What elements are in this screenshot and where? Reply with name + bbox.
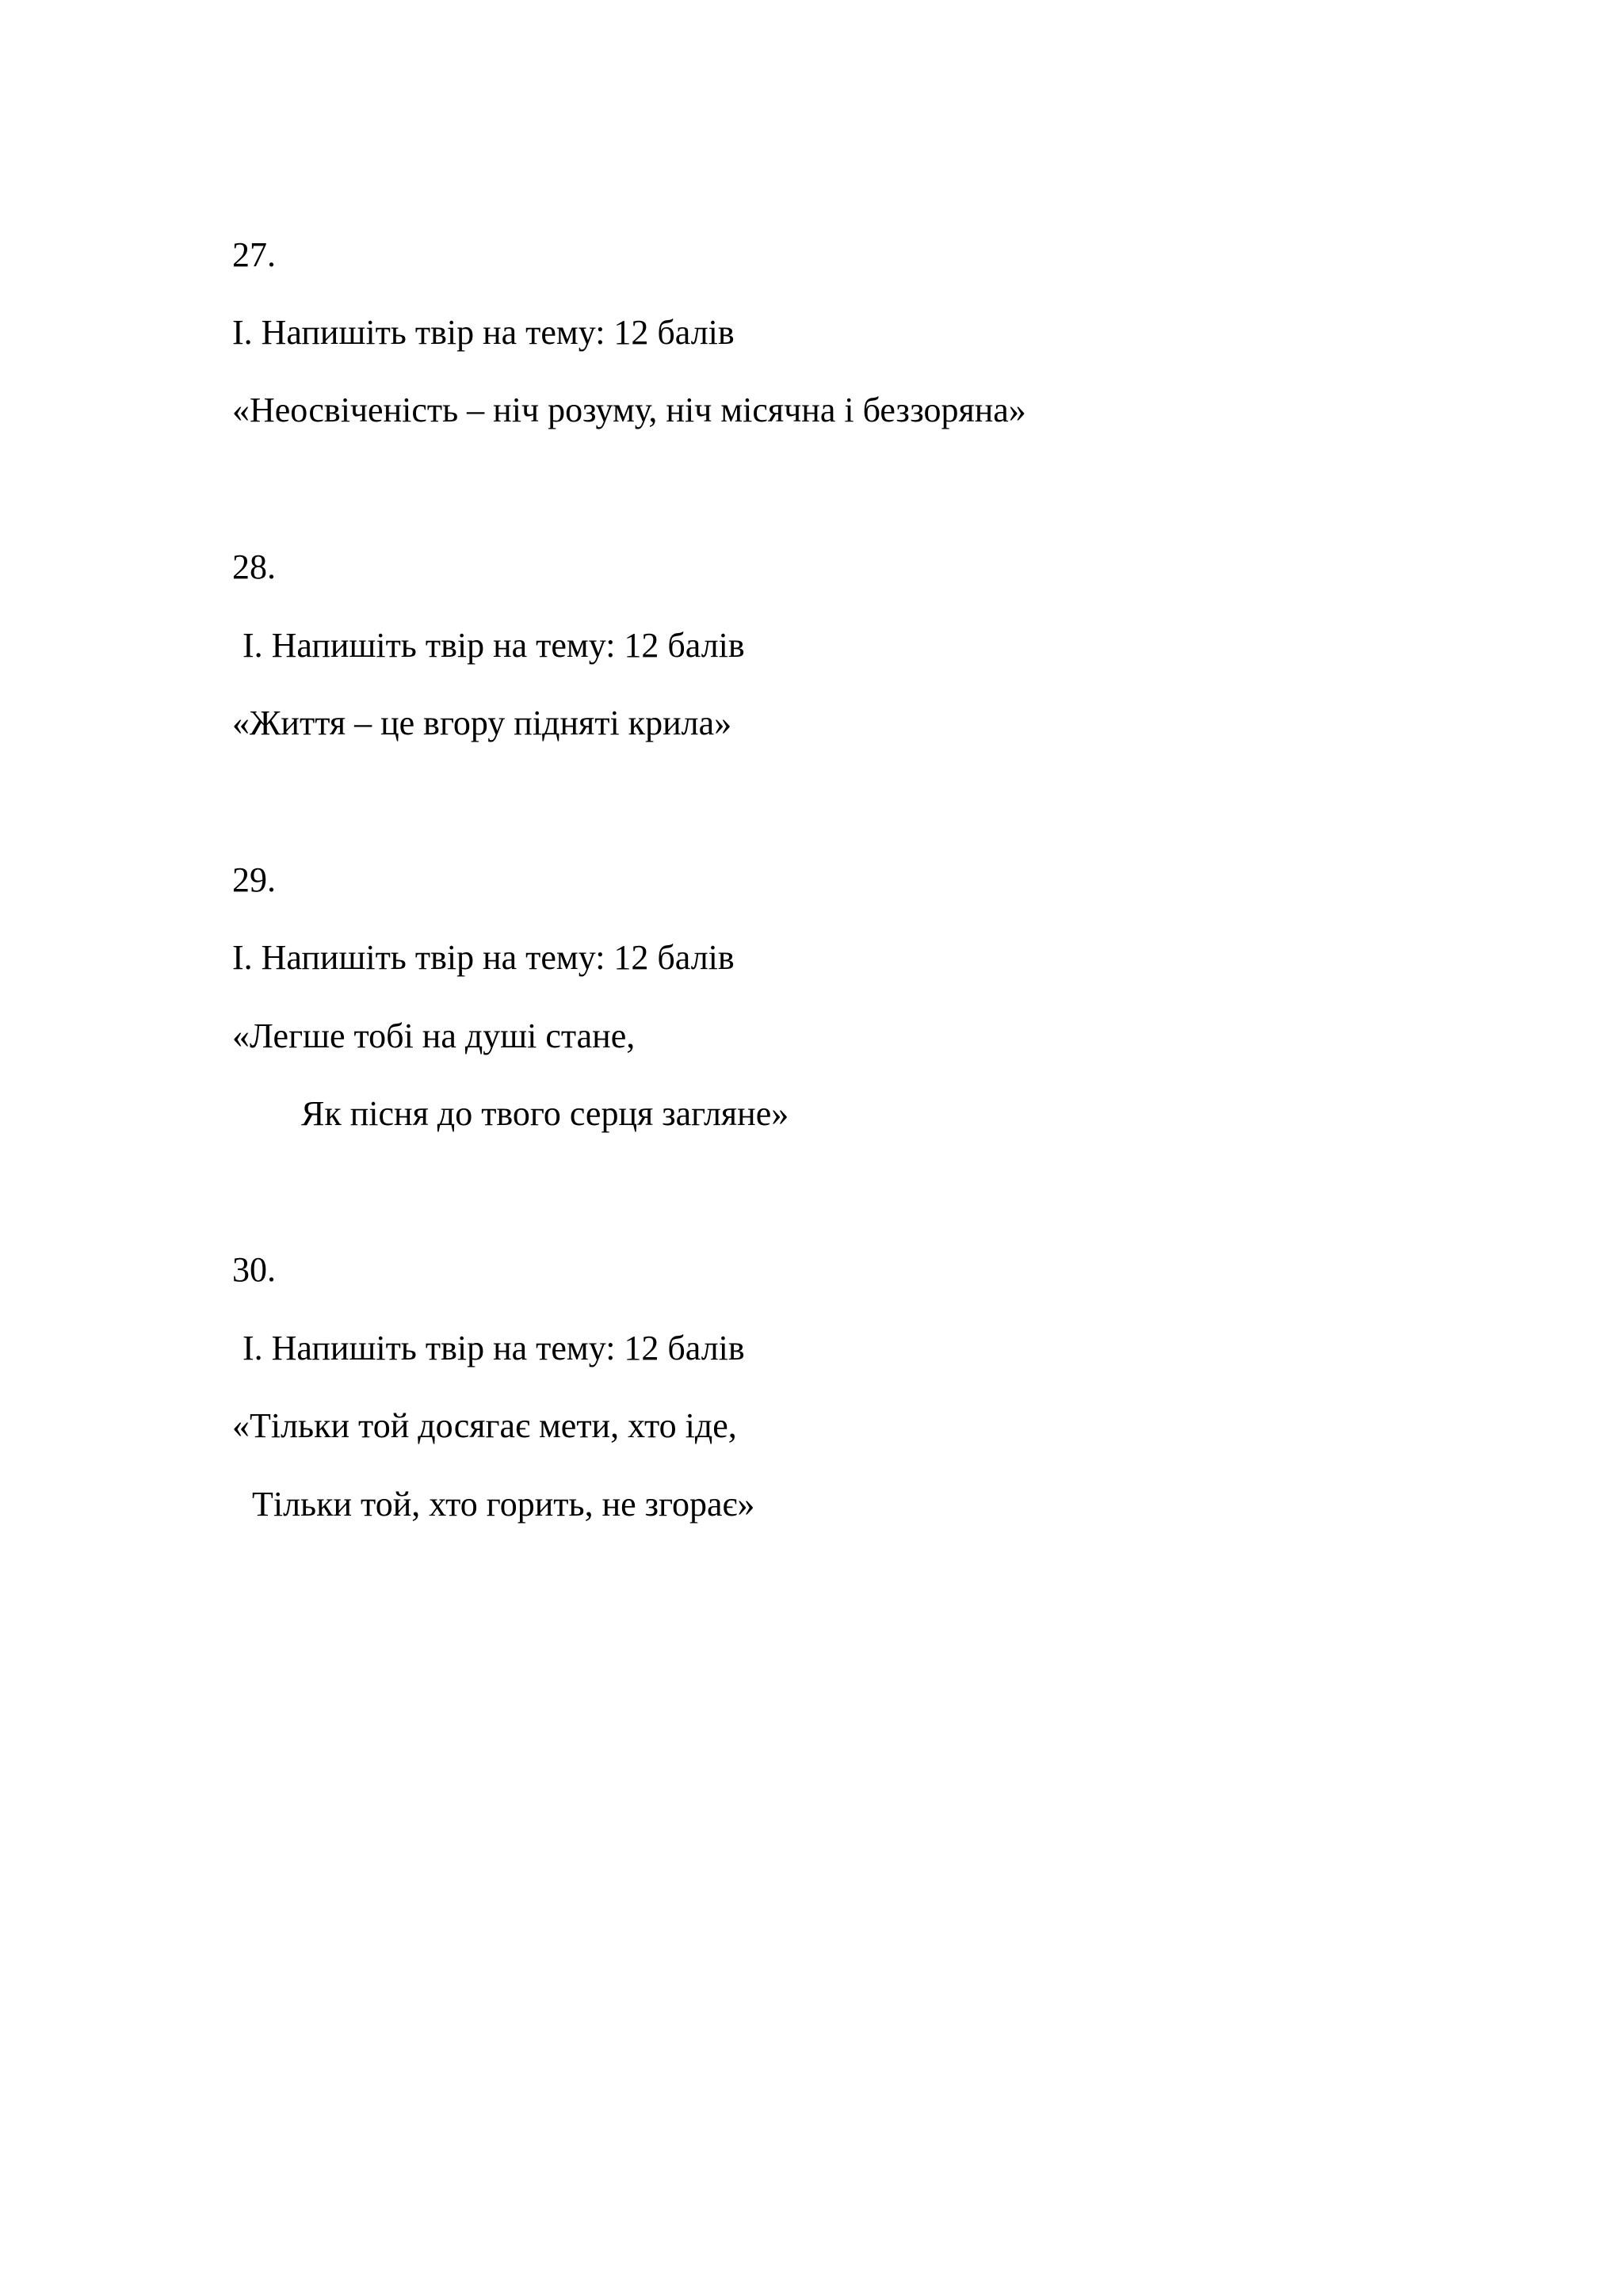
task-number: 28.	[232, 547, 276, 586]
task-instruction: І. Напишіть твір на тему: 12 балів	[242, 626, 745, 665]
task-number: 30.	[232, 1250, 276, 1289]
task-quote-line: Тільки той, хто горить, не згорає»	[252, 1485, 755, 1524]
task-number: 29.	[232, 860, 276, 899]
task-quote-line: «Життя – це вгору підняті крила»	[232, 704, 732, 742]
task-instruction: І. Напишіть твір на тему: 12 балів	[232, 313, 735, 352]
task-number: 27.	[232, 235, 276, 274]
task-quote-line: «Тільки той досягає мети, хто іде,	[232, 1406, 737, 1445]
task-instruction: І. Напишіть твір на тему: 12 балів	[232, 938, 735, 977]
task-quote-line: Як пісня до твого серця загляне»	[301, 1094, 789, 1133]
task-quote-line: «Неосвіченість – ніч розуму, ніч місячна і беззоряна»	[232, 391, 1026, 429]
task-instruction: І. Напишіть твір на тему: 12 балів	[242, 1329, 745, 1367]
task-quote-line: «Легше тобі на душі стане,	[232, 1016, 636, 1055]
